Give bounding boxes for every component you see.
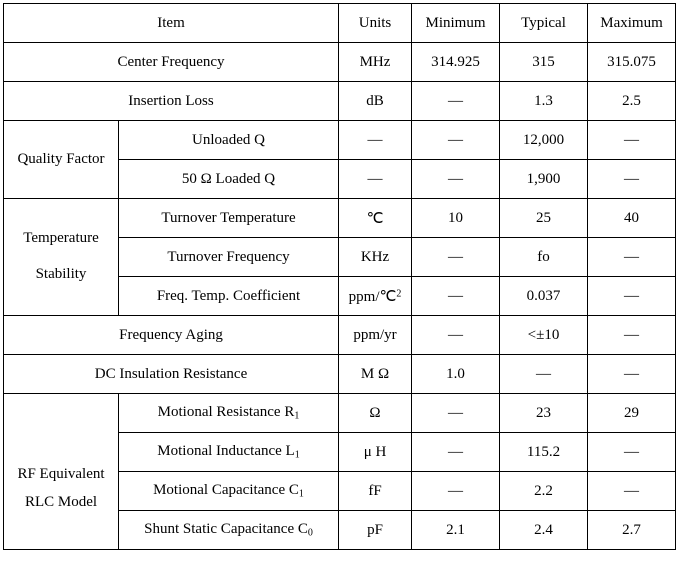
group-label-line2: Stability bbox=[35, 266, 87, 282]
cell-maximum: 315.075 bbox=[588, 43, 676, 82]
cell-maximum: 29 bbox=[588, 394, 676, 433]
cell-maximum: — bbox=[588, 316, 676, 355]
cell-typical: 25 bbox=[500, 199, 588, 238]
units-exponent: 2 bbox=[396, 288, 402, 299]
cell-minimum: — bbox=[412, 82, 500, 121]
row-group-rf-equivalent-rlc-model bbox=[4, 394, 119, 550]
table-header-row bbox=[4, 4, 676, 43]
table-row bbox=[4, 355, 676, 394]
cell-minimum: — bbox=[412, 238, 500, 277]
row-label-dc-insulation-resistance: DC Insulation Resistance bbox=[4, 355, 339, 394]
row-label-frequency-aging: Frequency Aging bbox=[4, 316, 339, 355]
col-header-units: Units bbox=[339, 4, 412, 43]
cell-maximum: 2.7 bbox=[588, 511, 676, 550]
col-header-minimum: Minimum bbox=[412, 4, 500, 43]
cell-typical: 315 bbox=[500, 43, 588, 82]
group-label-line2: RLC Model bbox=[24, 493, 98, 510]
label-text: Shunt Static Capacitance C bbox=[144, 521, 308, 538]
cell-typical: 0.037 bbox=[500, 277, 588, 316]
table-row bbox=[4, 394, 676, 433]
table-row bbox=[4, 199, 676, 238]
cell-typical: 12,000 bbox=[500, 121, 588, 160]
cell-minimum: — bbox=[412, 316, 500, 355]
cell-maximum: 40 bbox=[588, 199, 676, 238]
cell-typical: — bbox=[500, 355, 588, 394]
cell-units: ppm/yr bbox=[339, 316, 412, 355]
cell-minimum: 314.925 bbox=[412, 43, 500, 82]
cell-minimum: 1.0 bbox=[412, 355, 500, 394]
cell-typical: 2.4 bbox=[500, 511, 588, 550]
cell-maximum: — bbox=[588, 238, 676, 277]
label-text: Motional Capacitance C bbox=[153, 482, 299, 499]
cell-minimum: 10 bbox=[412, 199, 500, 238]
cell-units: pF bbox=[339, 511, 412, 550]
cell-maximum: — bbox=[588, 277, 676, 316]
row-group-quality-factor: Quality Factor bbox=[4, 121, 119, 199]
cell-units: dB bbox=[339, 82, 412, 121]
row-label-turnover-frequency: Turnover Frequency bbox=[119, 238, 339, 277]
cell-minimum: — bbox=[412, 394, 500, 433]
table-row bbox=[4, 82, 676, 121]
cell-minimum: — bbox=[412, 277, 500, 316]
label-text: Motional Resistance R bbox=[157, 404, 295, 421]
spec-table-page bbox=[0, 3, 678, 561]
cell-units: Ω bbox=[339, 394, 412, 433]
group-label-line1: Temperature bbox=[23, 230, 99, 247]
row-label-shunt-static-capacitance bbox=[119, 511, 339, 550]
label-text: Motional Inductance L bbox=[157, 443, 295, 460]
group-label-line1: RF Equivalent bbox=[17, 465, 105, 482]
cell-units: — bbox=[339, 160, 412, 199]
row-label-motional-inductance bbox=[119, 433, 339, 472]
cell-typical: 1.3 bbox=[500, 82, 588, 121]
cell-maximum: — bbox=[588, 121, 676, 160]
row-label-insertion-loss: Insertion Loss bbox=[4, 82, 339, 121]
table-row bbox=[4, 316, 676, 355]
label-subscript: 0 bbox=[307, 527, 313, 539]
cell-typical: <±10 bbox=[500, 316, 588, 355]
label-subscript: 1 bbox=[294, 410, 300, 422]
cell-maximum: — bbox=[588, 160, 676, 199]
table-row bbox=[4, 121, 676, 160]
label-subscript: 1 bbox=[294, 449, 300, 461]
cell-minimum: — bbox=[412, 121, 500, 160]
row-label-motional-resistance bbox=[119, 394, 339, 433]
cell-typical: 23 bbox=[500, 394, 588, 433]
specification-table bbox=[3, 3, 676, 550]
col-header-maximum: Maximum bbox=[588, 4, 676, 43]
cell-minimum: — bbox=[412, 472, 500, 511]
cell-units: μ H bbox=[339, 433, 412, 472]
cell-units bbox=[339, 277, 412, 316]
cell-typical: 1,900 bbox=[500, 160, 588, 199]
cell-units: — bbox=[339, 121, 412, 160]
cell-typical: 115.2 bbox=[500, 433, 588, 472]
cell-units: ℃ bbox=[339, 199, 412, 238]
col-header-item: Item bbox=[4, 4, 339, 43]
cell-minimum: 2.1 bbox=[412, 511, 500, 550]
cell-units: fF bbox=[339, 472, 412, 511]
cell-maximum: — bbox=[588, 355, 676, 394]
row-label-turnover-temperature: Turnover Temperature bbox=[119, 199, 339, 238]
cell-minimum: — bbox=[412, 433, 500, 472]
row-label-loaded-q: 50 Ω Loaded Q bbox=[119, 160, 339, 199]
row-group-temperature-stability bbox=[4, 199, 119, 316]
table-row bbox=[4, 43, 676, 82]
cell-maximum: — bbox=[588, 472, 676, 511]
row-label-freq-temp-coefficient: Freq. Temp. Coefficient bbox=[119, 277, 339, 316]
units-text: ppm/℃ bbox=[348, 288, 397, 305]
cell-maximum: — bbox=[588, 433, 676, 472]
row-label-unloaded-q: Unloaded Q bbox=[119, 121, 339, 160]
cell-units: KHz bbox=[339, 238, 412, 277]
row-label-center-frequency: Center Frequency bbox=[4, 43, 339, 82]
row-label-motional-capacitance bbox=[119, 472, 339, 511]
cell-typical: 2.2 bbox=[500, 472, 588, 511]
cell-units: MHz bbox=[339, 43, 412, 82]
cell-typical: fo bbox=[500, 238, 588, 277]
col-header-typical: Typical bbox=[500, 4, 588, 43]
cell-minimum: — bbox=[412, 160, 500, 199]
cell-maximum: 2.5 bbox=[588, 82, 676, 121]
cell-units: M Ω bbox=[339, 355, 412, 394]
label-subscript: 1 bbox=[298, 488, 304, 500]
